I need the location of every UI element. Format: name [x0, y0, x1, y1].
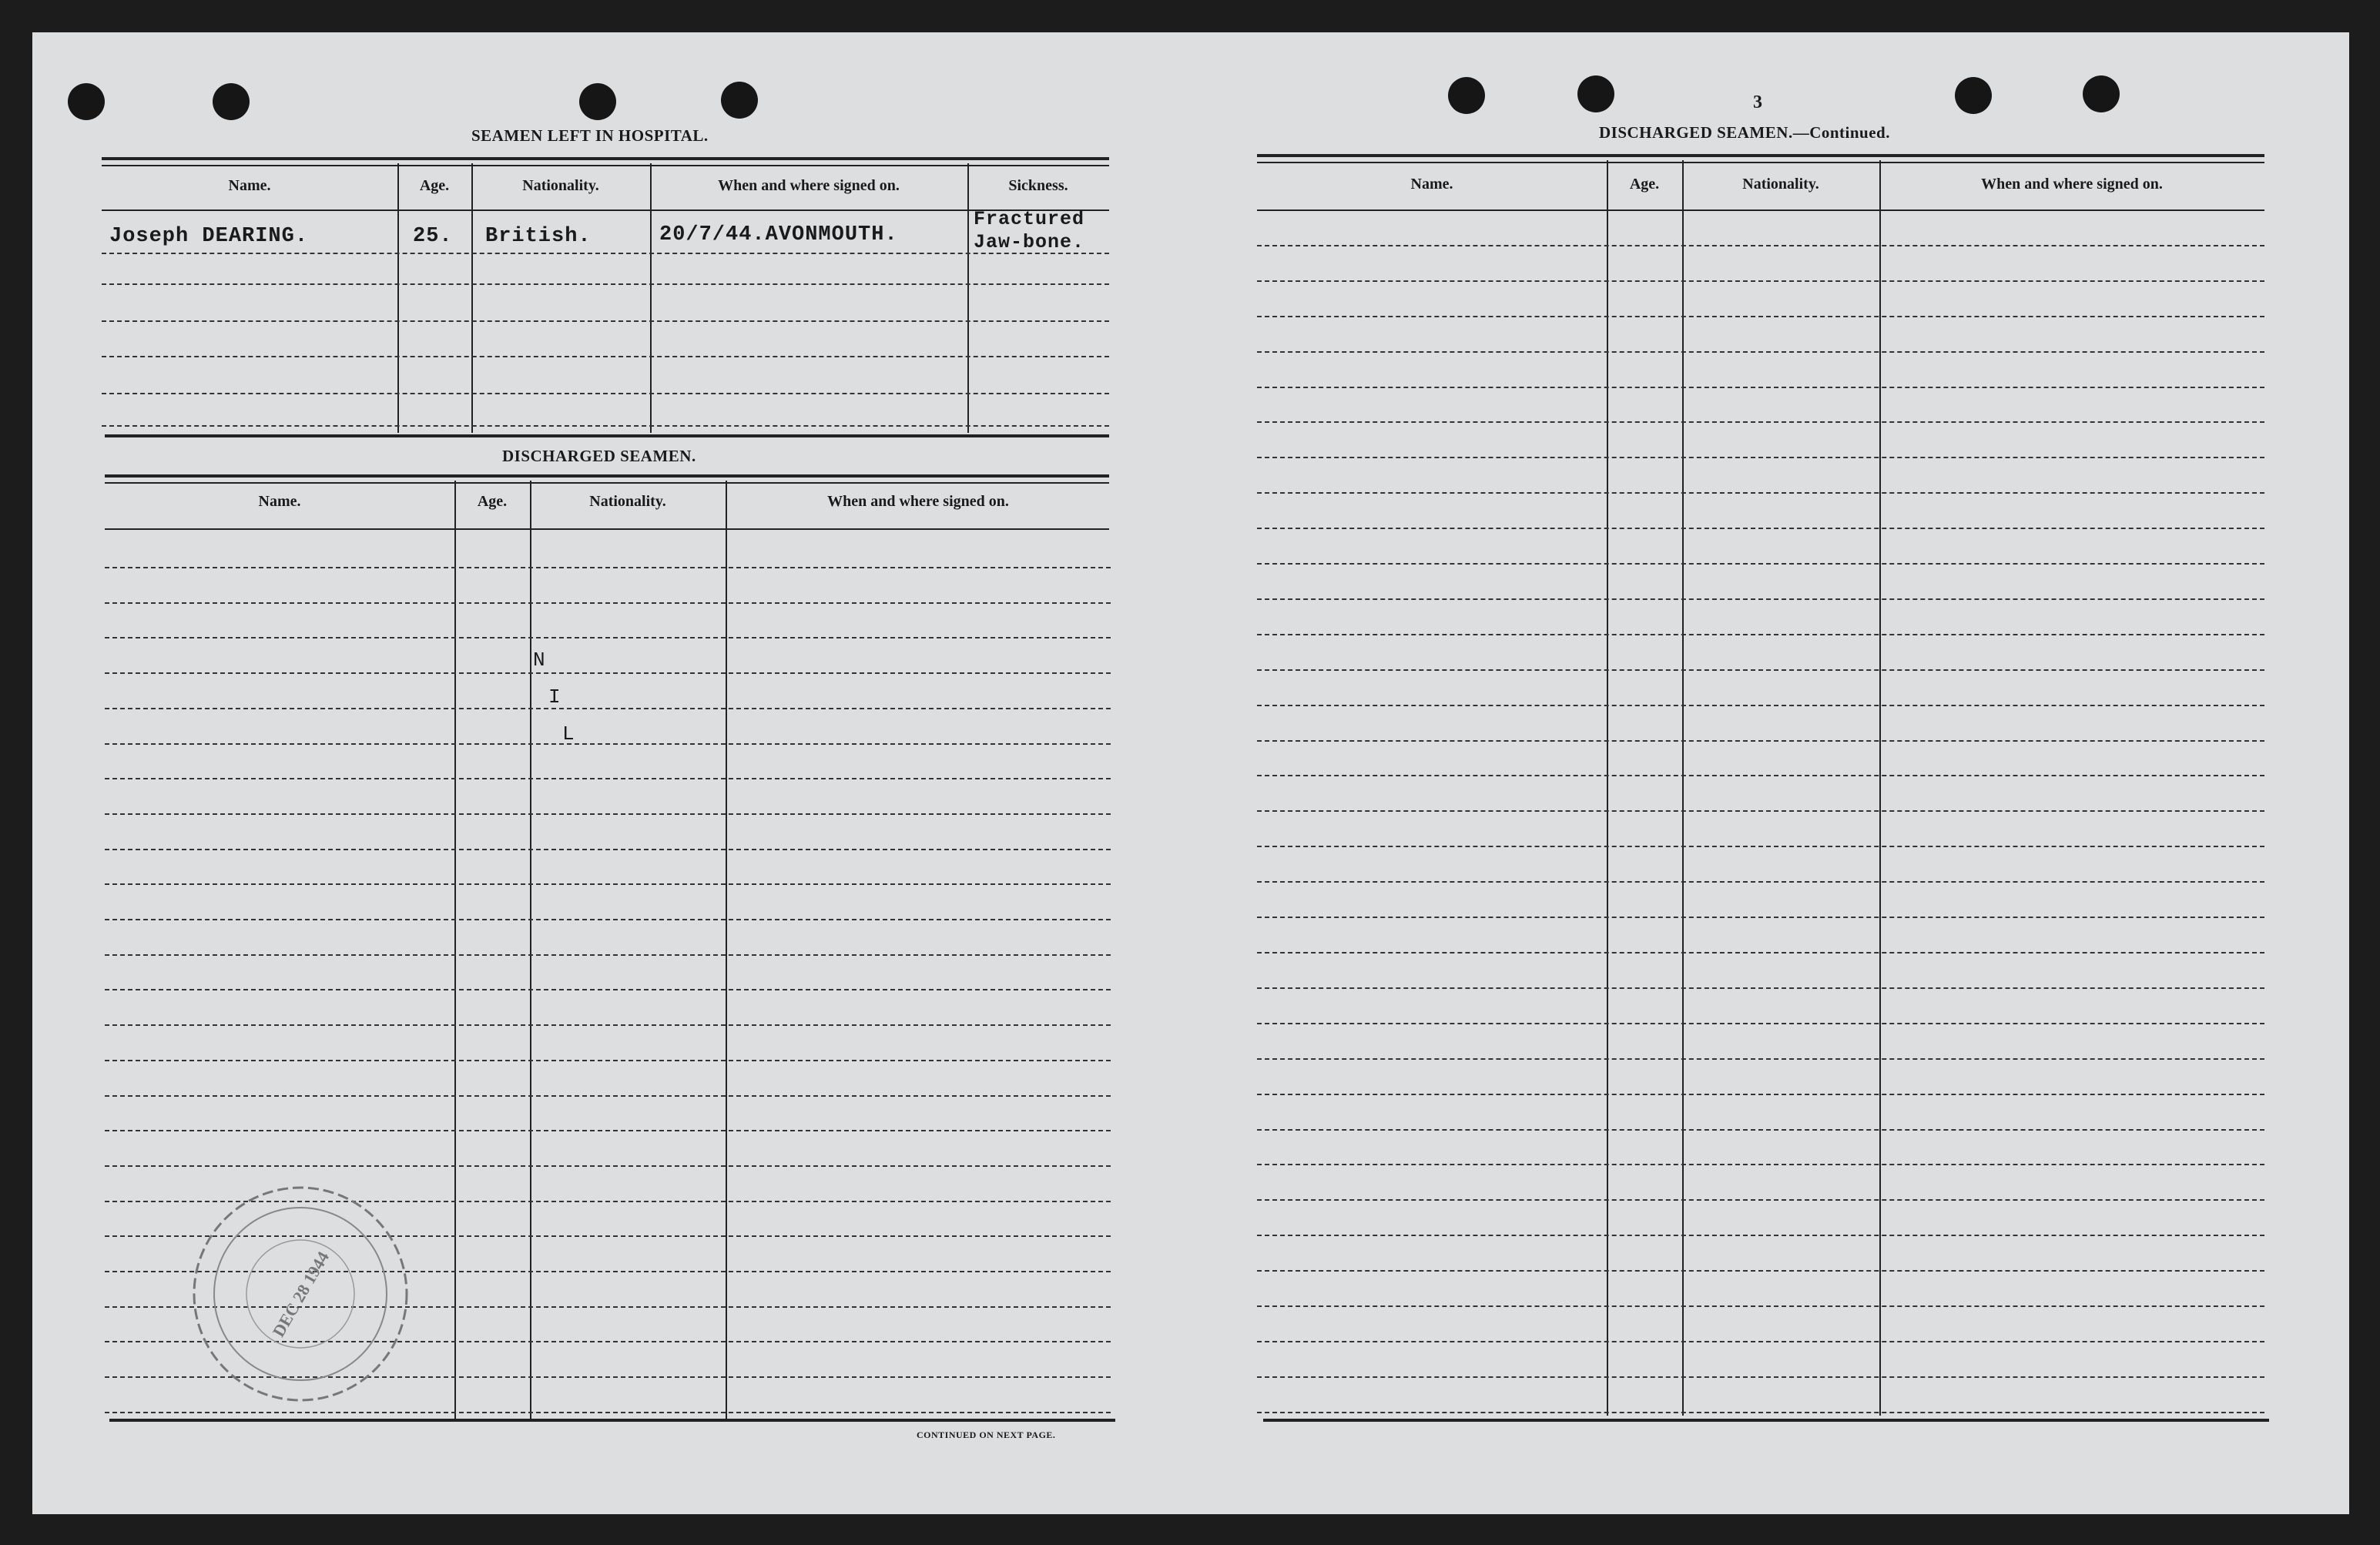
hospital-dotted-row — [102, 393, 1109, 394]
dotted-row-line — [1257, 457, 2264, 458]
dotted-row-line — [1257, 987, 2264, 989]
dotted-row-line — [1257, 1305, 2264, 1307]
hospital-dotted-row — [102, 283, 1109, 285]
entry-nationality: British. — [485, 225, 592, 248]
nil-letter-i: I — [548, 685, 561, 709]
hospital-dotted-row — [102, 253, 1109, 254]
dotted-row-line — [1257, 316, 2264, 317]
hospital-col-nationality: Nationality. — [522, 177, 599, 194]
dotted-row-line — [1257, 740, 2264, 742]
right-header-rule — [1257, 209, 2264, 211]
right-bottom-rule — [1263, 1419, 2269, 1422]
punch-hole — [2083, 75, 2120, 112]
punch-hole — [213, 83, 250, 120]
dotted-row-line — [1257, 1129, 2264, 1131]
dotted-row-line — [105, 954, 1111, 956]
dotted-row-line — [1257, 1376, 2264, 1378]
right-col-divider — [1879, 160, 1881, 1416]
entry-sickness-line2: Jaw-bone. — [974, 231, 1085, 253]
discharged-col-divider — [530, 481, 531, 1420]
dotted-row-line — [1257, 917, 2264, 918]
official-stamp — [185, 1178, 416, 1409]
entry-signed-on: 20/7/44.AVONMOUTH. — [659, 223, 898, 246]
continued-footnote: CONTINUED ON NEXT PAGE. — [917, 1429, 1056, 1440]
dotted-row-line — [1257, 563, 2264, 565]
dotted-row-line — [1257, 598, 2264, 600]
discharged-top-rule — [105, 474, 1109, 478]
discharged-top-rule-thin — [105, 482, 1109, 484]
hospital-section-title: SEAMEN LEFT IN HOSPITAL. — [471, 126, 709, 145]
dotted-row-line — [1257, 952, 2264, 953]
dotted-row-line — [1257, 1164, 2264, 1165]
punch-hole — [1577, 75, 1614, 112]
punch-hole — [721, 82, 758, 119]
hospital-top-rule-thin — [102, 165, 1109, 166]
discharged-col-nationality: Nationality. — [589, 493, 666, 510]
right-col-divider — [1607, 160, 1608, 1416]
dotted-row-line — [105, 708, 1111, 709]
discharged-col-name: Name. — [258, 493, 301, 510]
dotted-row-line — [1257, 1412, 2264, 1413]
nil-letter-l: L — [562, 722, 575, 746]
dotted-row-line — [1257, 775, 2264, 776]
dotted-row-line — [105, 672, 1111, 674]
dotted-row-line — [105, 602, 1111, 604]
dotted-row-line — [1257, 1094, 2264, 1095]
hospital-col-signed-on: When and where signed on. — [718, 177, 900, 194]
hospital-header-rule — [102, 209, 1109, 211]
dotted-row-line — [105, 567, 1111, 568]
dotted-row-line — [105, 1412, 1111, 1413]
dotted-row-line — [1257, 421, 2264, 423]
hospital-dotted-row — [102, 320, 1109, 322]
dotted-row-line — [1257, 351, 2264, 353]
punch-hole — [1448, 77, 1485, 114]
punch-hole — [68, 83, 105, 120]
dotted-row-line — [1257, 245, 2264, 246]
dotted-row-line — [1257, 810, 2264, 812]
dotted-row-line — [1257, 705, 2264, 706]
dotted-row-line — [105, 1024, 1111, 1026]
dotted-row-line — [1257, 492, 2264, 494]
discharged-header-rule — [105, 528, 1109, 530]
page-number: 3 — [1753, 92, 1762, 112]
hospital-col-sickness: Sickness. — [1008, 177, 1068, 194]
hospital-dotted-row — [102, 425, 1109, 427]
dotted-row-line — [1257, 1235, 2264, 1236]
dotted-row-line — [105, 849, 1111, 850]
dotted-row-line — [105, 813, 1111, 815]
dotted-row-line — [1257, 881, 2264, 883]
hospital-col-name: Name. — [228, 177, 271, 194]
punch-hole — [579, 83, 616, 120]
right-top-rule — [1257, 154, 2264, 157]
dotted-row-line — [105, 743, 1111, 745]
dotted-row-line — [105, 883, 1111, 885]
dotted-row-line — [1257, 846, 2264, 847]
dotted-row-line — [1257, 1023, 2264, 1024]
dotted-row-line — [1257, 528, 2264, 529]
dotted-row-line — [1257, 1199, 2264, 1201]
discharged-col-signed-on: When and where signed on. — [827, 493, 1009, 510]
right-col-nationality: Nationality. — [1742, 176, 1819, 193]
dotted-row-line — [1257, 1270, 2264, 1272]
dotted-row-line — [105, 1060, 1111, 1061]
dotted-row-line — [1257, 387, 2264, 388]
right-col-name: Name. — [1410, 176, 1453, 193]
dotted-row-line — [1257, 280, 2264, 282]
right-col-signed-on: When and where signed on. — [1981, 176, 2163, 193]
discharged-col-divider — [726, 481, 727, 1420]
nil-letter-n: N — [533, 648, 545, 672]
dotted-row-line — [1257, 634, 2264, 635]
dotted-row-line — [105, 778, 1111, 779]
dotted-row-line — [105, 1130, 1111, 1131]
entry-name: Joseph DEARING. — [109, 225, 309, 248]
right-col-age: Age. — [1629, 176, 1660, 193]
dotted-row-line — [1257, 1341, 2264, 1342]
hospital-dotted-row — [102, 356, 1109, 357]
entry-age: 25. — [413, 225, 453, 248]
right-top-rule-thin — [1257, 162, 2264, 163]
right-section-title: DISCHARGED SEAMEN.—Continued. — [1599, 123, 1890, 142]
dotted-row-line — [105, 989, 1111, 990]
dotted-row-line — [105, 637, 1111, 638]
discharged-col-divider — [454, 481, 456, 1420]
punch-hole — [1955, 77, 1992, 114]
discharged-section-title: DISCHARGED SEAMEN. — [502, 447, 696, 465]
hospital-col-age: Age. — [419, 177, 450, 194]
stamp-date: DEC 28 1944 — [268, 1248, 334, 1340]
hospital-bottom-rule — [105, 434, 1109, 437]
dotted-row-line — [1257, 1058, 2264, 1060]
dotted-row-line — [1257, 669, 2264, 671]
dotted-row-line — [105, 1095, 1111, 1097]
discharged-col-age: Age. — [477, 493, 508, 510]
dotted-row-line — [105, 1165, 1111, 1167]
dotted-row-line — [105, 919, 1111, 920]
right-col-divider — [1682, 160, 1684, 1416]
discharged-bottom-rule — [109, 1419, 1115, 1422]
hospital-top-rule — [102, 157, 1109, 160]
entry-sickness-line1: Fractured — [974, 208, 1085, 230]
